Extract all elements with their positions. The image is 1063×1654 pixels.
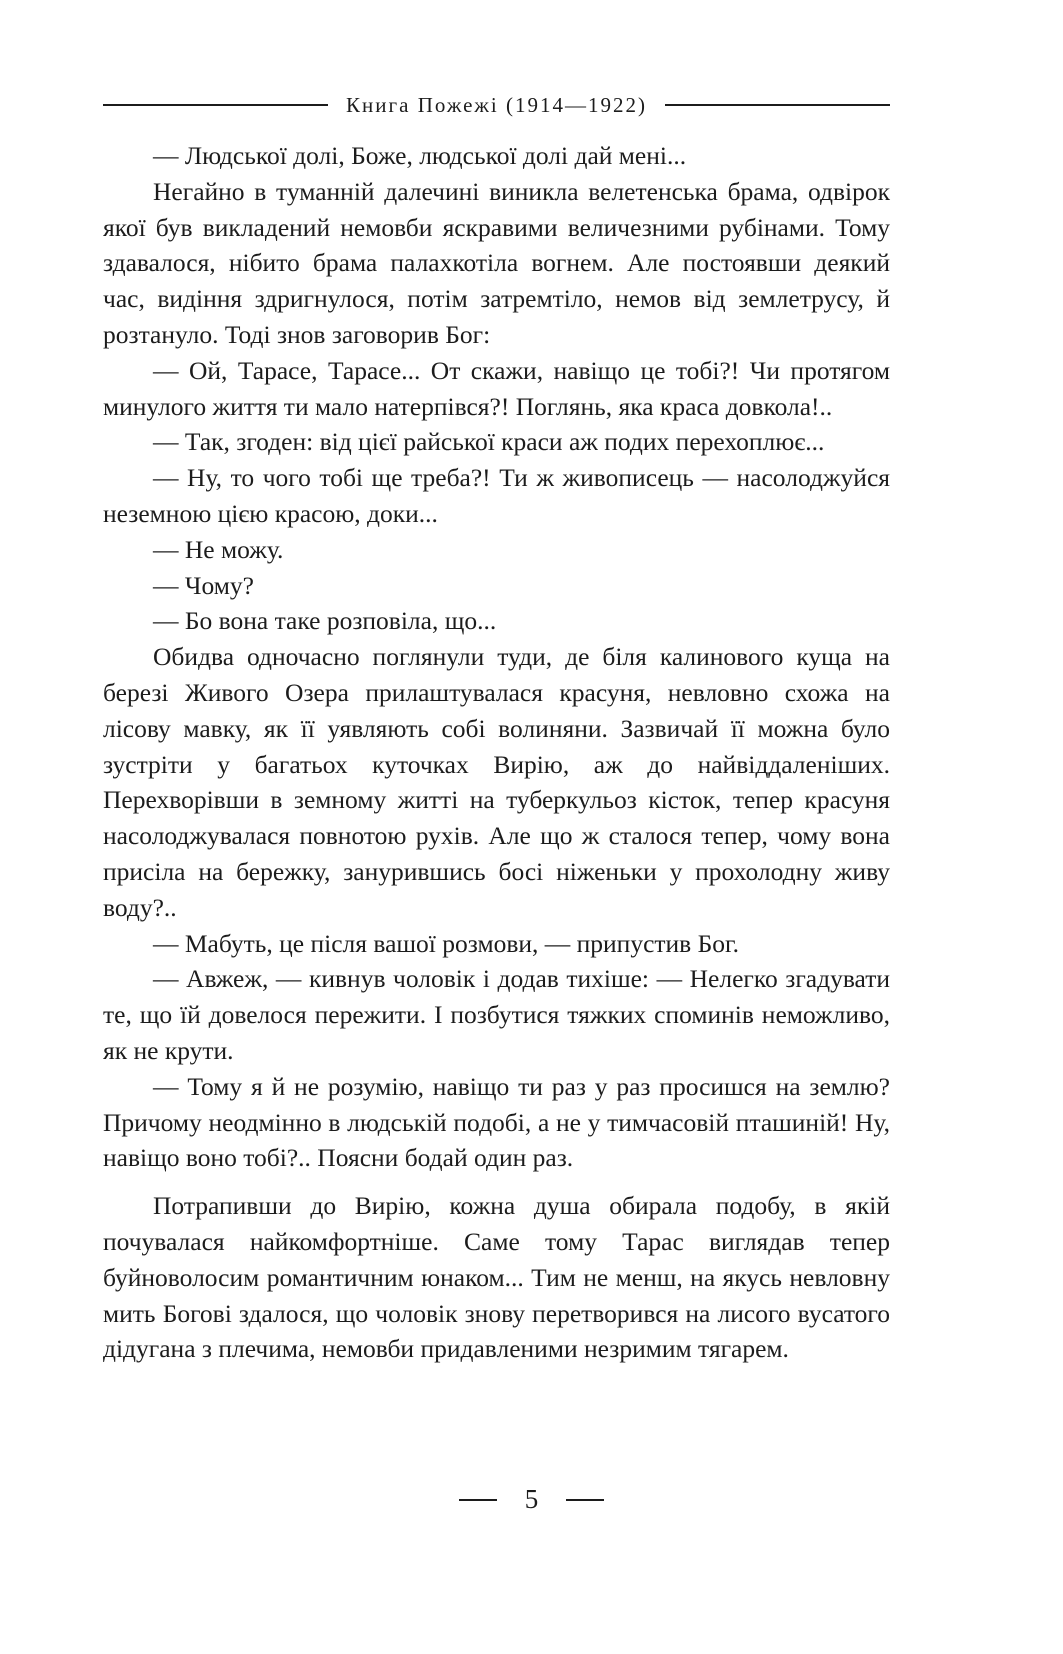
paragraph: Негайно в туманній далечині виникла велетенська брама, одвірок якої був викладений немовби яскравими величезними рубінами. Тому здавалося, нібито брама палахкотіла вогнем. Але постоявши деякий час, видіння здригнулося, потім затремтіло, немов від землетрусу, й розтануло. Тоді знов заговорив Бог: [103,176,890,349]
paragraph: — Мабуть, це після вашої розмови, — припустив Бог. [153,928,739,958]
paragraph: — Авжеж, — кивнув чоловік і додав тихіше: — Нелегко згадувати те, що їй довелося пережити. І позбутися тяжких споминів неможливо, як не крути. [103,964,890,1065]
paragraph: Потрапивши до Вирію, кожна душа обирала подобу, в якій почувалася найкомфортніше. Саме тому Тарас виглядав тепер буйноволосим романтичним юнаком... Тим не менш, на якусь невловну мить Богові здалося, що чоловік знову перетворився на лисого вусатого дідугана з плечима, немовби придавленими незримим тягарем. [103,1191,890,1364]
paragraph: — Так, згоден: від цієї райської краси аж подих перехоплює... [153,427,825,457]
header-rule-left [103,104,328,106]
paragraph: — Ой, Тарасе, Тарасе... От скажи, навіщо це тобі?! Чи протягом минулого життя ти мало натерпівся?! Поглянь, яка краса довкола!.. [103,355,890,421]
book-title: Книга Пожежі (1914—1922) [346,92,647,117]
page-footer [0,1484,1063,1515]
paragraph: — Тому я й не розумію, навіщо ти раз у раз просишся на землю? Причому неодмінно в людській подобі, а не у тимчасовій пташиній! Ну, навіщо воно тобі?.. Поясни бодай один раз. [103,1071,890,1173]
footer-dash-left [459,1499,497,1501]
paragraph: — Чому? [153,570,254,600]
running-head [103,92,890,118]
footer-dash-right [566,1499,604,1501]
paragraph: — Не можу. [153,534,284,564]
page-number: 5 [524,1484,539,1514]
text-body [103,138,890,1367]
paragraph: — Ну, то чого тобі ще треба?! Ти ж живописець — насолоджуйся неземною цією красою, доки... [103,463,890,528]
paragraph: — Людської долі, Боже, людської долі дай мені... [153,141,687,170]
paragraph: — Бо вона таке розповіла, що... [153,606,497,636]
header-rule-right [665,104,890,106]
paragraph: Обидва одночасно поглянули туди, де біля калинового куща на березі Живого Озера прилаштувалася красуня, невловно схожа на лісову мавку, як її уявляють собі волиняни. Зазвичай її можна було зустріти у багатьох куточках Вирію, аж до найвіддаленіших. Перехворівши в земному житті на туберкульоз кісток, тепер красуня насолоджувалася повнотою рухів. Але що ж сталося тепер, чому вона присіла на бережку, занурившись босі ніженьки у прохолодну живу воду?.. [103,642,890,922]
